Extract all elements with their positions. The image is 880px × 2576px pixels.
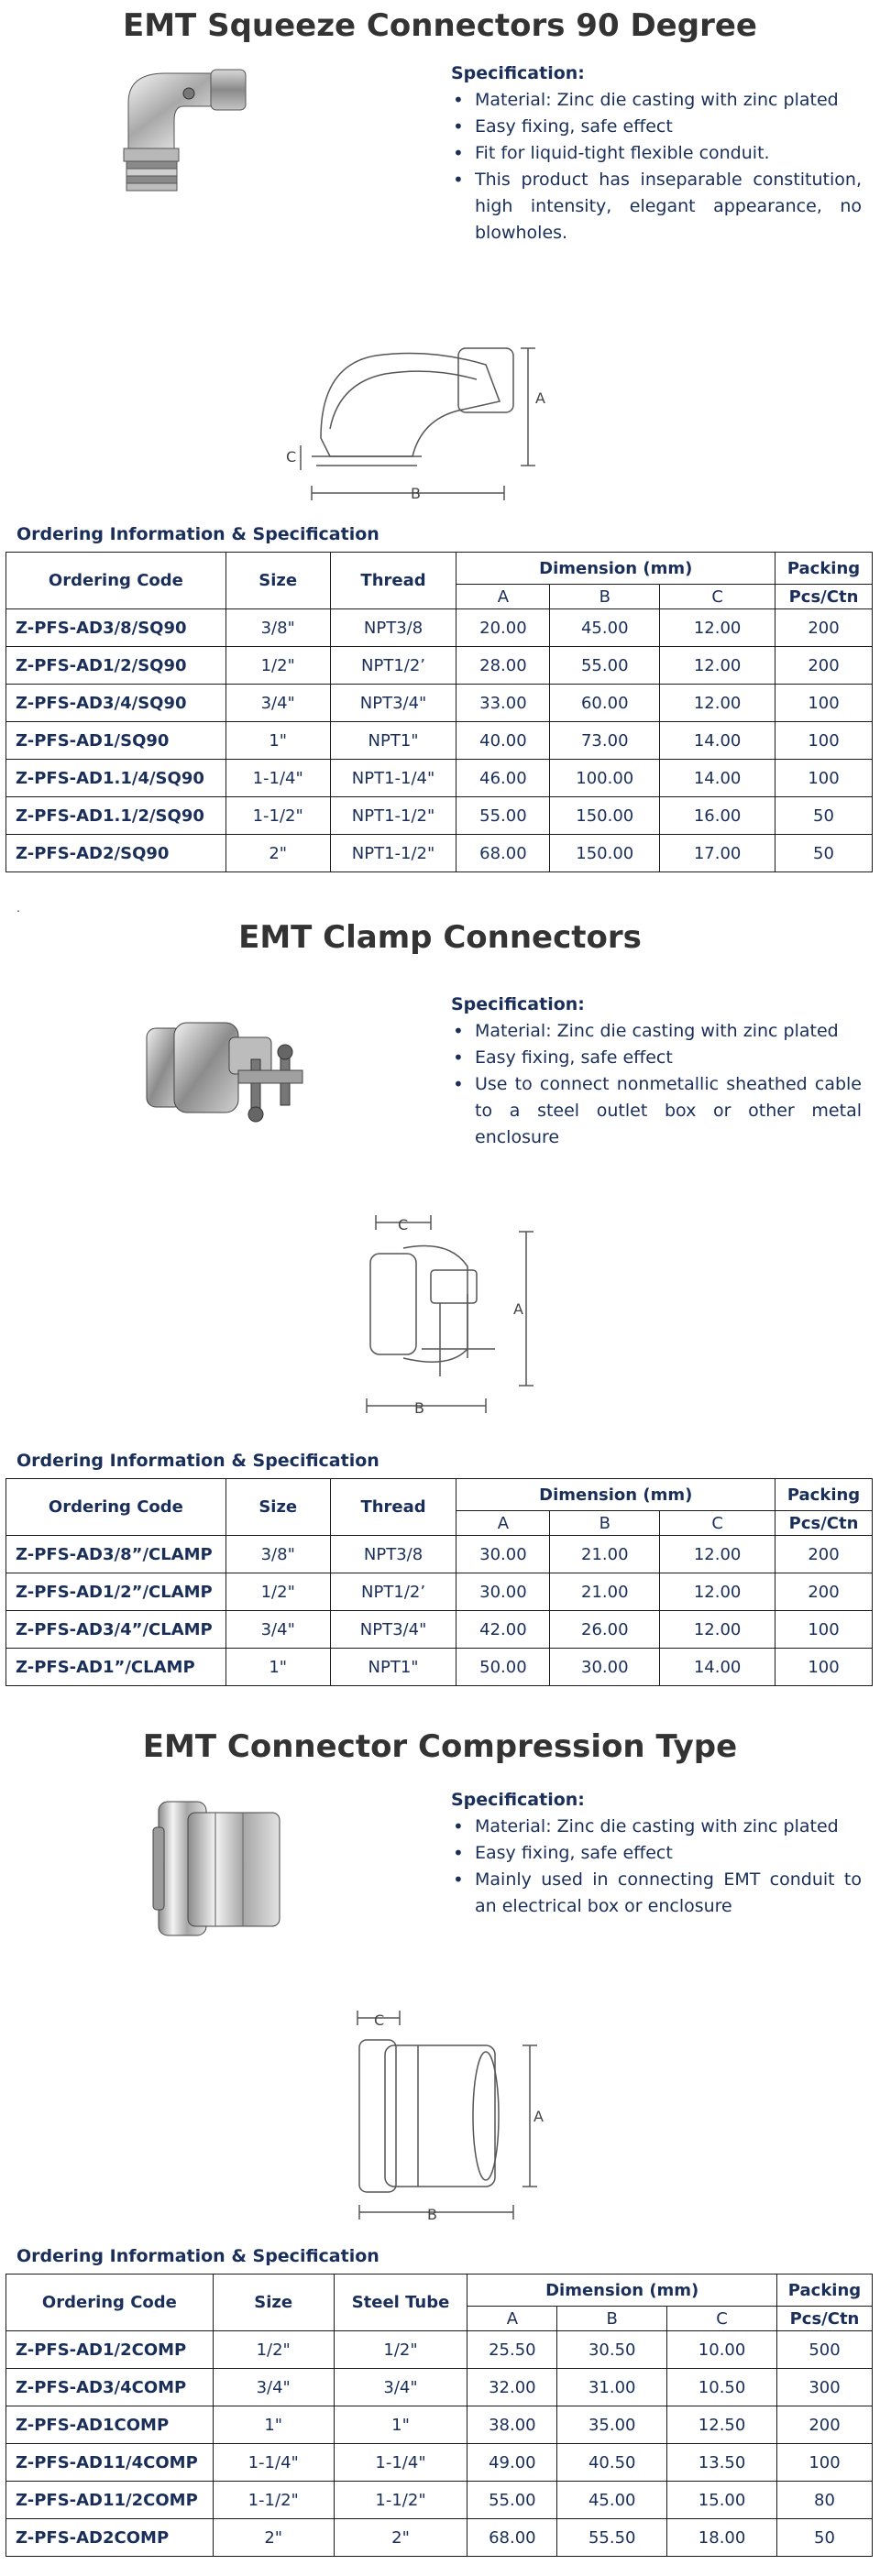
cell-pack: 500 [776,2331,872,2369]
header-ordering-code: Ordering Code [6,1479,226,1536]
spec-item: • Use to connect nonmetallic sheathed cable to a steel outlet box or other metal enclosure [475,1071,862,1151]
dimension-label-a: A [534,2108,544,2125]
cell-c: 15.00 [667,2482,777,2519]
cell-thread: NPT1" [330,1649,456,1686]
clamp-dimension-diagram [348,1211,550,1424]
cell-thread: NPT3/4" [330,1611,456,1649]
table-row [6,685,873,722]
cell-pack: 100 [776,722,873,760]
cell-c: 12.00 [660,609,776,647]
header-size: Size [226,1479,330,1536]
cell-c: 12.00 [660,1611,776,1649]
cell-code: Z-PFS-AD1/2/SQ90 [6,647,226,685]
cell-pack: 200 [776,1536,873,1573]
spec-item: • This product has inseparable constitution, high intensity, elegant appearance, no blowholes. [475,167,862,247]
spec-item: • Material: Zinc die casting with zinc plated [475,87,862,114]
spec-item: • Fit for liquid-tight flexible conduit. [475,140,862,167]
cell-c: 12.00 [660,647,776,685]
cell-a: 20.00 [456,609,550,647]
table-row [6,1649,873,1686]
cell-steel-tube: 2" [334,2519,468,2557]
cell-pack: 300 [776,2369,872,2406]
cell-code: Z-PFS-AD1COMP [6,2406,214,2444]
stray-dot: . [16,900,20,915]
cell-a: 42.00 [456,1611,550,1649]
cell-pack: 200 [776,609,873,647]
cell-b: 45.00 [550,609,660,647]
header-dimension: Dimension (mm) [456,1479,776,1511]
cell-thread: NPT1-1/4" [330,760,456,797]
cell-code: Z-PFS-AD3/8”/CLAMP [6,1536,226,1573]
cell-b: 73.00 [550,722,660,760]
table-row [6,760,873,797]
cell-pack: 100 [776,2444,872,2482]
cell-size: 1/2" [213,2331,334,2369]
cell-a: 49.00 [468,2444,557,2482]
ordering-table [6,552,873,872]
table-row [6,1611,873,1649]
cell-c: 13.50 [667,2444,777,2482]
cell-b: 55.00 [550,647,660,685]
table-row [6,647,873,685]
cell-code: Z-PFS-AD1.1/4/SQ90 [6,760,226,797]
cell-code: Z-PFS-AD1.1/2/SQ90 [6,797,226,835]
cell-b: 21.00 [550,1536,660,1573]
cell-pack: 50 [776,797,873,835]
compression-connector-photo [151,1794,289,1943]
header-thread: Thread [330,553,456,609]
cell-pack: 100 [776,1611,873,1649]
cell-a: 55.00 [456,797,550,835]
table-row [6,609,873,647]
header-dim-b: B [557,2307,667,2331]
table-row [6,1536,873,1573]
cell-a: 50.00 [456,1649,550,1686]
header-pcs-ctn: Pcs/Ctn [776,1511,873,1536]
cell-b: 35.00 [557,2406,667,2444]
cell-size: 3/4" [226,1611,330,1649]
cell-steel-tube: 1-1/4" [334,2444,468,2482]
header-dimension: Dimension (mm) [468,2275,777,2307]
cell-b: 150.00 [550,835,660,872]
cell-size: 1/2" [226,1573,330,1611]
cell-size: 3/4" [213,2369,334,2406]
cell-code: Z-PFS-AD3/4COMP [6,2369,214,2406]
cell-a: 30.00 [456,1536,550,1573]
cell-pack: 80 [776,2482,872,2519]
header-packing: Packing [776,1479,873,1511]
cell-b: 30.00 [550,1649,660,1686]
spec-item: • Material: Zinc die casting with zinc plated [475,1018,862,1045]
spec-block [451,1787,862,1920]
cell-b: 60.00 [550,685,660,722]
section-title: EMT Squeeze Connectors 90 Degree [123,7,757,44]
cell-a: 32.00 [468,2369,557,2406]
header-size: Size [213,2275,334,2331]
cell-size: 1/2" [226,647,330,685]
cell-thread: NPT1/2’ [330,1573,456,1611]
cell-size: 1-1/2" [213,2482,334,2519]
cell-size: 1-1/4" [213,2444,334,2482]
cell-c: 14.00 [660,722,776,760]
table-row [6,2369,873,2406]
compression-dimension-diagram [339,2007,559,2227]
dimension-label-a: A [513,1300,523,1318]
cell-a: 68.00 [456,835,550,872]
ordering-heading: Ordering Information & Specification [16,2246,380,2266]
cell-thread: NPT3/4" [330,685,456,722]
cell-thread: NPT3/8 [330,609,456,647]
cell-c: 17.00 [660,835,776,872]
cell-steel-tube: 1/2" [334,2331,468,2369]
cell-thread: NPT1-1/2" [330,797,456,835]
cell-b: 31.00 [557,2369,667,2406]
cell-steel-tube: 3/4" [334,2369,468,2406]
table-row [6,2519,873,2557]
cell-a: 46.00 [456,760,550,797]
table-row [6,722,873,760]
cell-b: 45.00 [557,2482,667,2519]
cell-size: 1" [213,2406,334,2444]
cell-a: 68.00 [468,2519,557,2557]
section-title: EMT Clamp Connectors [238,919,642,956]
header-packing: Packing [776,553,873,585]
cell-code: Z-PFS-AD1”/CLAMP [6,1649,226,1686]
cell-code: Z-PFS-AD2/SQ90 [6,835,226,872]
cell-b: 100.00 [550,760,660,797]
header-packing: Packing [776,2275,872,2307]
cell-size: 2" [226,835,330,872]
header-steel-tube: Steel Tube [334,2275,468,2331]
cell-code: Z-PFS-AD1/SQ90 [6,722,226,760]
cell-c: 14.00 [660,1649,776,1686]
cell-c: 10.50 [667,2369,777,2406]
cell-c: 12.00 [660,685,776,722]
header-ordering-code: Ordering Code [6,553,226,609]
table-row [6,797,873,835]
table-row [6,2406,873,2444]
cell-size: 1-1/4" [226,760,330,797]
cell-thread: NPT1" [330,722,456,760]
cell-thread: NPT1/2’ [330,647,456,685]
spec-block [451,60,862,247]
table-row [6,1573,873,1611]
table-row [6,2482,873,2519]
cell-code: Z-PFS-AD3/4/SQ90 [6,685,226,722]
cell-pack: 50 [776,2519,872,2557]
squeeze-dimension-diagram [275,328,568,502]
cell-a: 30.00 [456,1573,550,1611]
spec-heading: Specification: [451,63,585,83]
cell-b: 21.00 [550,1573,660,1611]
spec-block [451,992,862,1151]
cell-b: 40.50 [557,2444,667,2482]
clamp-connector-photo [138,1015,312,1125]
cell-a: 25.50 [468,2331,557,2369]
dimension-label-b: B [427,2206,437,2223]
cell-size: 1" [226,722,330,760]
cell-pack: 200 [776,2406,872,2444]
cell-steel-tube: 1" [334,2406,468,2444]
cell-pack: 50 [776,835,873,872]
header-dim-b: B [550,1511,660,1536]
cell-code: Z-PFS-AD2COMP [6,2519,214,2557]
cell-a: 28.00 [456,647,550,685]
header-pcs-ctn: Pcs/Ctn [776,585,873,609]
header-dim-c: C [667,2307,777,2331]
cell-size: 3/4" [226,685,330,722]
dimension-label-c: C [398,1216,409,1233]
cell-b: 55.50 [557,2519,667,2557]
ordering-heading: Ordering Information & Specification [16,1451,380,1471]
cell-c: 18.00 [667,2519,777,2557]
cell-code: Z-PFS-AD3/8/SQ90 [6,609,226,647]
dimension-label-a: A [535,389,545,407]
ordering-heading: Ordering Information & Specification [16,524,380,544]
table-row [6,2444,873,2482]
cell-pack: 200 [776,647,873,685]
section-title: EMT Connector Compression Type [142,1728,738,1765]
header-dim-c: C [660,1511,776,1536]
cell-thread: NPT3/8 [330,1536,456,1573]
spec-item: • Easy fixing, safe effect [475,1840,862,1867]
cell-pack: 100 [776,760,873,797]
table-row [6,2331,873,2369]
header-dim-c: C [660,585,776,609]
dimension-label-b: B [414,1399,424,1417]
cell-c: 14.00 [660,760,776,797]
cell-c: 12.50 [667,2406,777,2444]
cell-pack: 100 [776,1649,873,1686]
cell-code: Z-PFS-AD3/4”/CLAMP [6,1611,226,1649]
spec-heading: Specification: [451,1790,585,1810]
header-ordering-code: Ordering Code [6,2275,214,2331]
cell-code: Z-PFS-AD1/2COMP [6,2331,214,2369]
cell-a: 33.00 [456,685,550,722]
header-dim-a: A [456,1511,550,1536]
cell-size: 3/8" [226,1536,330,1573]
header-size: Size [226,553,330,609]
cell-c: 16.00 [660,797,776,835]
cell-a: 40.00 [456,722,550,760]
cell-size: 1-1/2" [226,797,330,835]
table-row [6,835,873,872]
header-pcs-ctn: Pcs/Ctn [776,2307,872,2331]
cell-size: 2" [213,2519,334,2557]
ordering-table [6,2274,873,2557]
header-dimension: Dimension (mm) [456,553,776,585]
cell-thread: NPT1-1/2" [330,835,456,872]
spec-item: • Easy fixing, safe effect [475,1045,862,1071]
cell-c: 12.00 [660,1573,776,1611]
header-dim-b: B [550,585,660,609]
cell-c: 10.00 [667,2331,777,2369]
cell-code: Z-PFS-AD11/2COMP [6,2482,214,2519]
dimension-label-c: C [286,448,297,466]
spec-heading: Specification: [451,994,585,1014]
cell-code: Z-PFS-AD11/4COMP [6,2444,214,2482]
spec-item: • Material: Zinc die casting with zinc plated [475,1814,862,1840]
cell-c: 12.00 [660,1536,776,1573]
cell-code: Z-PFS-AD1/2”/CLAMP [6,1573,226,1611]
spec-item: • Easy fixing, safe effect [475,114,862,140]
ordering-table [6,1478,873,1686]
cell-b: 30.50 [557,2331,667,2369]
header-dim-a: A [456,585,550,609]
cell-size: 1" [226,1649,330,1686]
cell-a: 55.00 [468,2482,557,2519]
cell-a: 38.00 [468,2406,557,2444]
header-dim-a: A [468,2307,557,2331]
cell-pack: 100 [776,685,873,722]
cell-steel-tube: 1-1/2" [334,2482,468,2519]
header-thread: Thread [330,1479,456,1536]
cell-b: 26.00 [550,1611,660,1649]
cell-b: 150.00 [550,797,660,835]
squeeze-connector-photo [101,66,257,194]
cell-pack: 200 [776,1573,873,1611]
dimension-label-c: C [374,2011,385,2029]
cell-size: 3/8" [226,609,330,647]
spec-item: • Mainly used in connecting EMT conduit to an electrical box or enclosure [475,1867,862,1920]
dimension-label-b: B [411,485,421,502]
